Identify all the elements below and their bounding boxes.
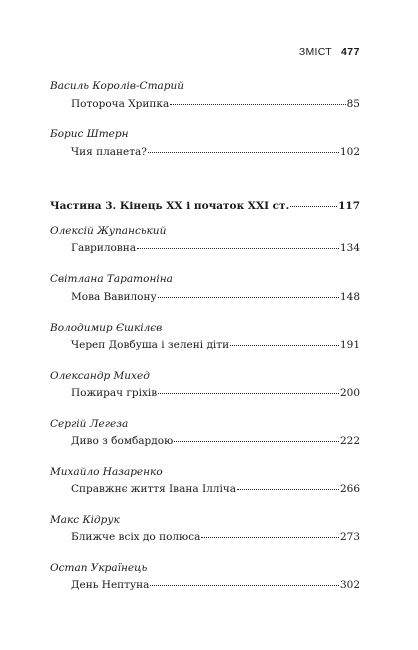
toc-part-heading: [50, 200, 360, 212]
toc-entry-page: 134: [339, 242, 360, 254]
toc-author: Олександр Михед: [50, 370, 150, 382]
toc-entry-page: 266: [339, 483, 360, 495]
toc-entry-title: Чия планета?: [71, 146, 147, 158]
section-title: ЗМІСТ: [298, 46, 332, 58]
toc-entry-page: 200: [339, 387, 360, 399]
toc-author: Борис Штерн: [50, 128, 129, 140]
dot-leader: [150, 585, 339, 586]
toc-entry: [71, 387, 360, 399]
toc-entry-title: Потороча Хрипка: [71, 98, 170, 110]
toc-entry: [71, 146, 360, 158]
toc-entry: [71, 579, 360, 591]
toc-entry-page: 102: [339, 146, 360, 158]
dot-leader: [201, 537, 339, 538]
dot-leader: [230, 345, 339, 346]
toc-entry-page: 302: [339, 579, 360, 591]
dot-leader: [158, 393, 339, 394]
toc-author: Сергій Легеза: [50, 418, 129, 430]
toc-entry-title: Пожирач гріхів: [71, 387, 158, 399]
toc-entry: [71, 531, 360, 543]
toc-author: Михайло Назаренко: [50, 466, 163, 478]
toc-entry-title: Диво з бомбардою: [71, 435, 174, 447]
toc-author: Остап Українець: [50, 562, 148, 574]
toc-entry: [71, 435, 360, 447]
toc-entry: [71, 98, 360, 110]
toc-entry-title: Справжнє життя Івана Ілліча: [71, 483, 237, 495]
toc-entry: [71, 242, 360, 254]
toc-entry-page: 273: [339, 531, 360, 543]
toc-author: Василь Королів-Старий: [50, 80, 185, 92]
toc-author: Макс Кідрук: [50, 514, 120, 526]
toc-entry: [71, 483, 360, 495]
toc-author: Олексій Жупанський: [50, 225, 167, 237]
toc-entry-page: 85: [346, 98, 360, 110]
toc-entry-title: Череп Довбуша і зелені діти: [71, 339, 230, 351]
toc-entry-title: Ближче всіх до полюса: [71, 531, 201, 543]
dot-leader: [170, 104, 345, 105]
dot-leader: [237, 489, 339, 490]
toc-entry-title: Гавриловна: [71, 242, 137, 254]
dot-leader: [137, 248, 339, 249]
page-number: 477: [340, 46, 360, 58]
dot-leader: [148, 152, 339, 153]
toc-entry: [71, 339, 360, 351]
toc-author: Світлана Таратоніна: [50, 273, 173, 285]
toc-entry-title: Мова Вавилону: [71, 291, 157, 303]
toc-entry: [71, 291, 360, 303]
toc-author: Володимир Єшкілєв: [50, 322, 163, 334]
toc-entry-page: 148: [339, 291, 360, 303]
toc-entry-title: День Нептуна: [71, 579, 150, 591]
dot-leader: [174, 441, 339, 442]
toc-entry-page: 222: [339, 435, 360, 447]
running-header: [299, 46, 360, 58]
toc-entry-page: 191: [339, 339, 360, 351]
dot-leader: [290, 206, 337, 207]
toc-part-title: Частина 3. Кінець ХХ і початок ХХІ ст.: [50, 200, 290, 212]
dot-leader: [158, 297, 339, 298]
toc-part-page: 117: [338, 200, 360, 212]
